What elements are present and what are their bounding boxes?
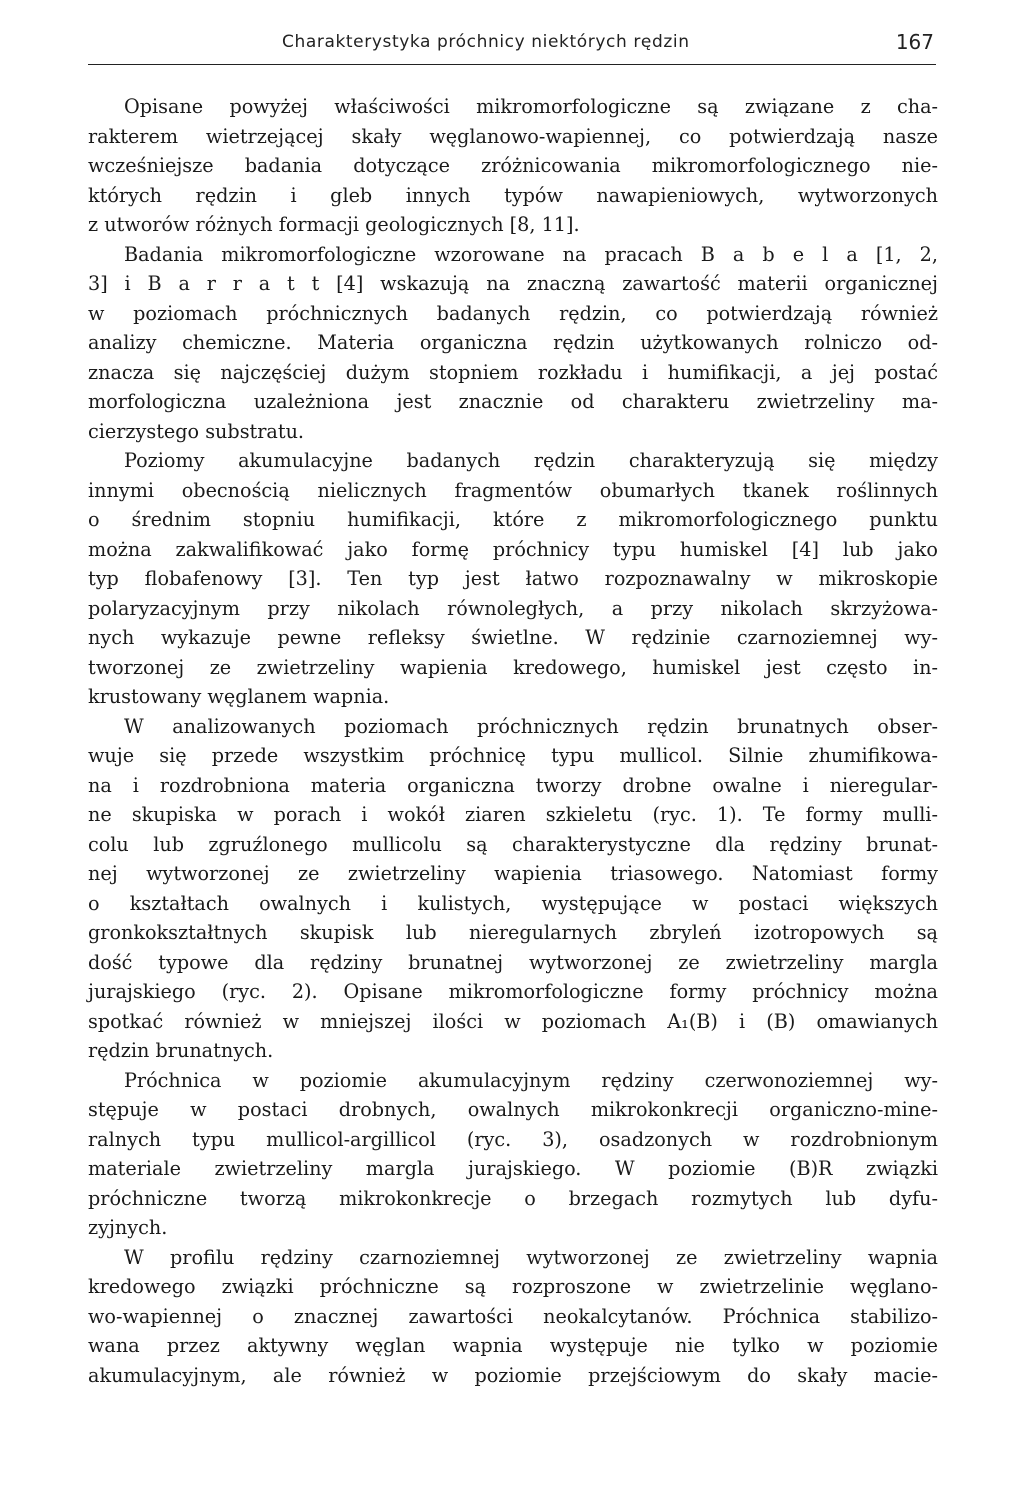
text-line: Próchnica w poziomie akumulacyjnym rędziny czerwonoziemnej wy- bbox=[124, 1068, 938, 1092]
text-line: ralnych typu mullicol-argillicol (ryc. 3), osadzonych w rozdrobnionym bbox=[88, 1127, 938, 1151]
text-line: W analizowanych poziomach próchnicznych rędzin brunatnych obser- bbox=[124, 714, 938, 738]
text-line: wcześniejsze badania dotyczące zróżnicowania mikromorfologicznego nie- bbox=[88, 154, 938, 177]
text-line: materiale zwietrzeliny margla jurajskiego. W poziomie (B)R związki bbox=[88, 1157, 938, 1180]
text-line: krustowany węglanem wapnia. bbox=[88, 685, 390, 708]
text-line: wuje się przede wszystkim próchnicę typu mullicol. Silnie zhumifikowa- bbox=[88, 744, 938, 767]
text-line: wana przez aktywny węglan wapnia występuje nie tylko w poziomie bbox=[88, 1334, 938, 1357]
text-line: cierzystego substratu. bbox=[88, 419, 305, 443]
text-line: można zakwalifikować jako formę próchnicy typu humiskel [4] lub jako bbox=[88, 537, 938, 561]
text-line: stępuje w postaci drobnych, owalnych mikrokonkrecji organiczno-mine- bbox=[88, 1098, 938, 1121]
paragraph bbox=[88, 240, 938, 447]
page-number: 167 bbox=[895, 30, 934, 54]
text-line: wo-wapiennej o znacznej zawartości neokalcytanów. Próchnica stabilizo- bbox=[88, 1304, 938, 1328]
text-line: analizy chemiczne. Materia organiczna rędzin użytkowanych rolniczo od- bbox=[88, 331, 938, 354]
text-line: spotkać również w mniejszej ilości w poziomach A₁(B) i (B) omawianych bbox=[88, 1009, 938, 1033]
text-line: w poziomach próchnicznych badanych rędzin, co potwierdzają również bbox=[88, 301, 938, 325]
running-header bbox=[88, 28, 936, 65]
text-line: 3] i B a r r a t t [4] wskazują na znaczną zawartość materii organicznej bbox=[88, 272, 938, 295]
text-line: z utworów różnych formacji geologicznych [8, 11]. bbox=[88, 213, 580, 236]
paragraph bbox=[88, 92, 938, 240]
paragraph bbox=[88, 1066, 938, 1243]
text-line: typ flobafenowy [3]. Ten typ jest łatwo rozpoznawalny w mikroskopie bbox=[88, 567, 938, 590]
text-line: ne skupiska w porach i wokół ziaren szkieletu (ryc. 1). Te formy mulli- bbox=[88, 803, 938, 826]
text-line: Badania mikromorfologiczne wzorowane na pracach B a b e l a [1, 2, bbox=[124, 242, 938, 266]
paragraph bbox=[88, 712, 938, 1066]
text-line: zyjnych. bbox=[88, 1216, 168, 1239]
text-line: polaryzacyjnym przy nikolach równoległych, a przy nikolach skrzyżowa- bbox=[88, 596, 938, 620]
text-line: kredowego związki próchniczne są rozproszone w zwietrzelinie węglano- bbox=[88, 1275, 938, 1298]
text-line: o kształtach owalnych i kulistych, występujące w postaci większych bbox=[88, 891, 938, 915]
text-line: tworzonej ze zwietrzeliny wapienia kredowego, humiskel jest często in- bbox=[88, 655, 938, 679]
text-line: Opisane powyżej właściwości mikromorfologiczne są związane z cha- bbox=[124, 95, 938, 118]
running-title: Charakterystyka próchnicy niektórych rędzin bbox=[282, 32, 690, 52]
paragraph bbox=[88, 1243, 938, 1391]
text-line: o średnim stopniu humifikacji, które z mikromorfologicznego punktu bbox=[88, 508, 938, 531]
text-line: innymi obecnością nielicznych fragmentów obumarłych tkanek roślinnych bbox=[88, 478, 938, 502]
text-line: dość typowe dla rędziny brunatnej wytworzonej ze zwietrzeliny margla bbox=[88, 950, 938, 974]
text-line: znacza się najczęściej dużym stopniem rozkładu i humifikacji, a jej postać bbox=[88, 360, 938, 384]
text-line: rędzin brunatnych. bbox=[88, 1039, 274, 1062]
body-text bbox=[88, 92, 938, 1390]
text-line: gronkokształtnych skupisk lub nieregularnych zbryleń izotropowych są bbox=[88, 921, 938, 944]
text-line: próchniczne tworzą mikrokonkrecje o brzegach rozmytych lub dyfu- bbox=[88, 1186, 938, 1210]
paragraph bbox=[88, 446, 938, 712]
text-line: morfologiczna uzależniona jest znacznie od charakteru zwietrzeliny ma- bbox=[88, 390, 938, 413]
text-line: jurajskiego (ryc. 2). Opisane mikromorfologiczne formy próchnicy można bbox=[88, 980, 938, 1003]
text-line: W profilu rędziny czarnoziemnej wytworzonej ze zwietrzeliny wapnia bbox=[124, 1245, 938, 1269]
text-line: na i rozdrobniona materia organiczna tworzy drobne owalne i nieregular- bbox=[88, 773, 938, 797]
text-line: nych wykazuje pewne refleksy świetlne. W rędzinie czarnoziemnej wy- bbox=[88, 626, 938, 649]
text-line: akumulacyjnym, ale również w poziomie przejściowym do skały macie- bbox=[88, 1363, 938, 1387]
text-line: Poziomy akumulacyjne badanych rędzin charakteryzują się między bbox=[124, 449, 938, 472]
text-line: colu lub zgruźlonego mullicolu są charakterystyczne dla rędziny brunat- bbox=[88, 832, 938, 856]
text-line: rakterem wietrzejącej skały węglanowo-wapiennej, co potwierdzają nasze bbox=[88, 124, 938, 148]
text-line: nej wytworzonej ze zwietrzeliny wapienia triasowego. Natomiast formy bbox=[88, 862, 938, 885]
text-line: których rędzin i gleb innych typów nawapieniowych, wytworzonych bbox=[88, 183, 938, 207]
